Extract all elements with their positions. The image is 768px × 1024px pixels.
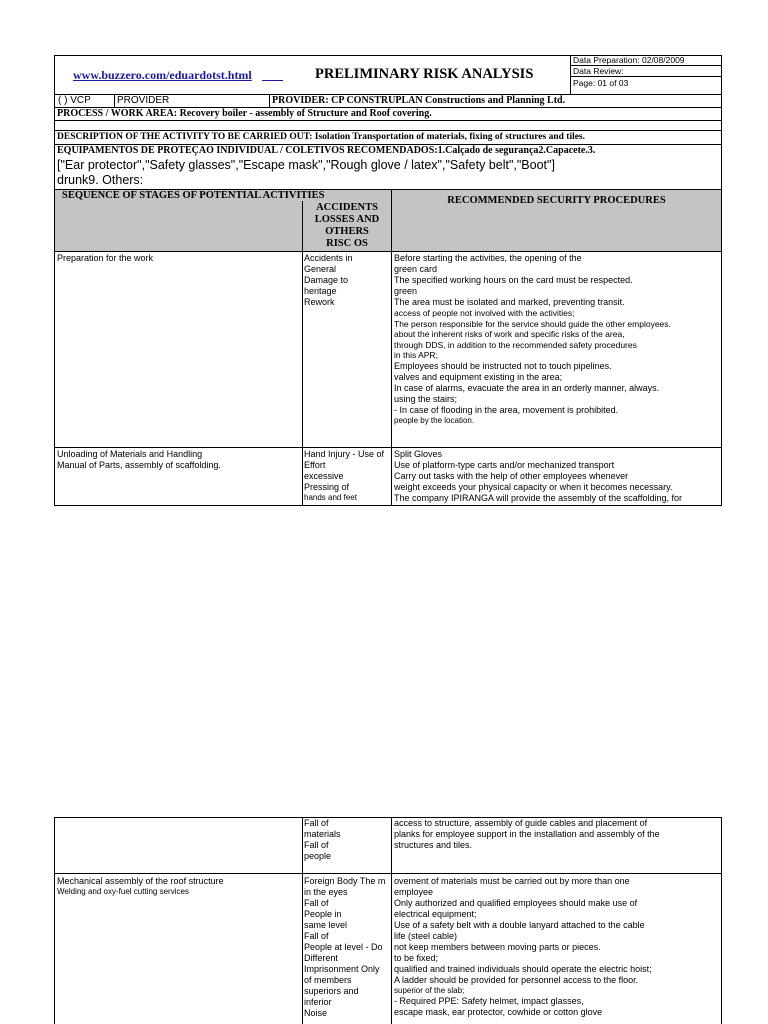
process-work-area: PROCESS / WORK AREA: Recovery boiler - assembly of Structure and Roof covering. xyxy=(57,108,432,119)
row-3-procedures: access to structure, assembly of guide cables and placement of planks for employee support in the installation and assembly of the structures and tiles. xyxy=(394,818,660,850)
activity-description: DESCRIPTION OF THE ACTIVITY TO BE CARRIED OUT: Isolation Transportation of materials, fixing of structures and tiles. xyxy=(57,132,586,142)
page-number: Page: 01 of 03 xyxy=(573,78,629,88)
vcp-checkbox-label: ( ) VCP xyxy=(58,95,91,106)
table-border-bottom xyxy=(54,505,722,506)
row-3-risks: Fall of materials Fall of people xyxy=(304,818,341,861)
table-border-left xyxy=(54,55,55,506)
column-header-accidents: ACCIDENTS LOSSES AND OTHERS RISC OS xyxy=(314,202,380,249)
table-border-right xyxy=(721,55,722,506)
column-header-sequence: SEQUENCE OF STAGES OF POTENTIAL ACTIVITIES xyxy=(62,190,325,201)
provider-value: PROVIDER: CP CONSTRUPLAN Constructions and Planning Ltd. xyxy=(272,95,566,106)
row-2-procedures: Split Gloves Use of platform-type carts and/or mechanized transport Carry out tasks with the help of other employees whenever weight exceeds your physical capacity or when it becomes necessary. The company IPIRANGA will provide the assembly of the scaffolding, for xyxy=(394,449,682,503)
row-4-stage: Mechanical assembly of the roof structure Welding and oxy-fuel cutting services xyxy=(57,876,224,896)
row-1-risks: Accidents in General Damage to heritage Rework xyxy=(304,253,353,307)
row-1-stage: Preparation for the work xyxy=(57,253,154,263)
provider-label: PROVIDER xyxy=(117,95,170,106)
ppe-heading: EQUIPAMENTOS DE PROTEÇAO INDIVIDUAL / COLETIVOS RECOMENDADOS:1.Calçado de segurança2.Capacete.3. xyxy=(57,145,596,156)
row-4-procedures: ovement of materials must be carried out by more than one employee Only authorized and qualified employees should make use of electrical equipment; Use of a safety belt with a double lanyard attached to the cable life (steel cable) not keep members between moving parts or pieces. to be fixed; qualified and trained individuals should operate the electric hoist; A ladder should be provided for personnel access to the floor. superior of the slab; - Required PPE: Safety helmet, impact glasses, escape mask, ear protector, cowhide or cotton glove xyxy=(394,876,652,1017)
row-2-stage: Unloading of Materials and Handling Manual of Parts, assembly of scaffolding. xyxy=(57,449,221,470)
page-title: PRELIMINARY RISK ANALYSIS xyxy=(315,66,534,82)
column-header-procedures: RECOMMENDED SECURITY PROCEDURES xyxy=(447,195,666,206)
link-underline-extension xyxy=(262,80,283,81)
ppe-others: drunk9. Others: xyxy=(57,173,144,187)
row-2-risks: Hand Injury - Use of Effort excessive Pressing of hands and feet xyxy=(304,449,385,502)
data-review: Data Review: xyxy=(573,66,624,76)
ppe-items: ["Ear protector","Safety glasses","Escape mask","Rough glove / latex","Safety belt","Boot"] xyxy=(57,158,555,172)
source-link[interactable]: www.buzzero.com/eduardotst.html xyxy=(73,68,252,82)
data-preparation: Data Preparation: 02/08/2009 xyxy=(573,55,685,65)
row-4-risks: Foreign Body The m in the eyes Fall of People in same level Fall of People at level - Do Different Imprisonment Only of members superiors and inferior Noise xyxy=(304,876,386,1018)
row-1-procedures: Before starting the activities, the opening of the green card The specified working hours on the card must be respected. green The area must be isolated and marked, preventing transit. access of people not involved with the activities; The person responsible for the service should guide the other employees. about the inherent risks of work and specific risks of the area, through DDS, in addition to the recommended safety procedures in this APR; Employees should be instructed not to touch pipelines. valves and equipment existing in the area; In case of alarms, evacuate the area in an orderly manner, always. using the stairs; - In case of flooding in the area, movement is prohibited. people by the location. xyxy=(394,253,671,425)
